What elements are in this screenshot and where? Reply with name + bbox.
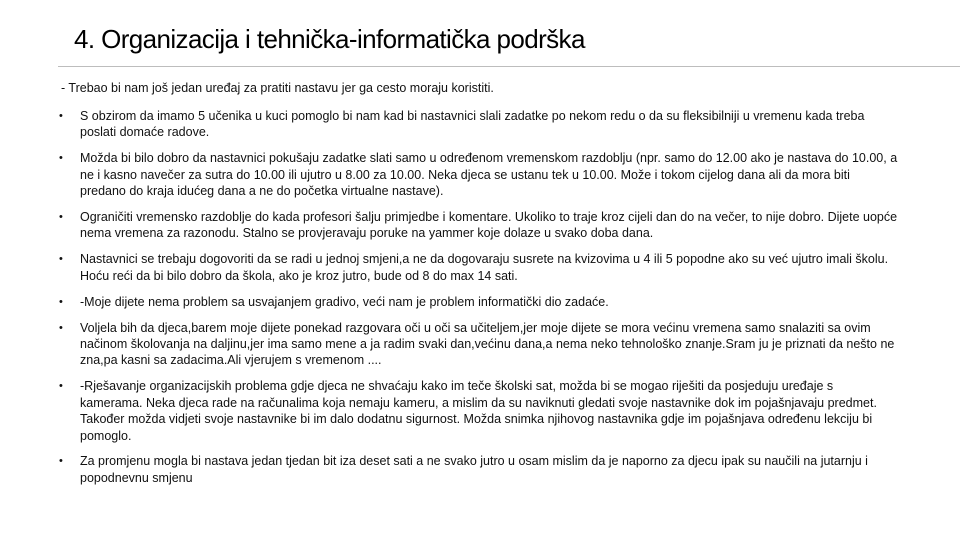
bullet-icon: •	[59, 110, 63, 122]
list-item	[56, 453, 898, 486]
list-item	[56, 320, 898, 369]
list-item	[56, 108, 898, 141]
bullet-text: Za promjenu mogla bi nastava jedan tjedan bit iza deset sati a ne svako jutro u osam mislim da je naporno za djecu ipak su naučili na jutarnju i popodnevnu smjenu	[80, 454, 868, 485]
list-item	[56, 378, 898, 444]
slide-title: 4. Organizacija i tehnička-informatička podrška	[74, 24, 585, 54]
bullet-list	[56, 108, 898, 496]
bullet-text: S obzirom da imamo 5 učenika u kuci pomoglo bi nam kad bi nastavnici slali zadatke po nekom redu o da su fleksibilniji u vremenu kada treba poslati domaće radove.	[80, 109, 865, 140]
list-item	[56, 150, 898, 199]
bullet-icon: •	[59, 253, 63, 266]
bullet-text: Nastavnici se trebaju dogovoriti da se radi u jednoj smjeni,a ne da dogovaraju susrete na kvizovima u 4 ili 5 popodne ako su već ujutro imali školu. Hoću reći da bi bilo dobro da škola, ako je kroz jutro, bude od 8 do max 14 sati.	[80, 252, 889, 283]
bullet-icon: •	[59, 211, 63, 224]
bullet-text: -Moje dijete nema problem sa usvajanjem gradivo, veći nam je problem informatički dio zadaće.	[80, 294, 609, 309]
bullet-text: Možda bi bilo dobro da nastavnici pokušaju zadatke slati samo u određenom vremenskom razdoblju (npr. samo do 12.00 ako je nastava do 10.00, a ne i kasno navečer za sutra do 10.00 ili ujutro u 8.00 za 10.00. Neka djeca se ustanu tek u 10.00. Može i tokom cijelog dana ali da mora biti predano do kraja idućeg dana a ne do početka virtualne nastave).	[80, 151, 898, 199]
list-item	[56, 209, 898, 242]
bullet-icon: •	[59, 295, 63, 308]
list-item	[56, 294, 898, 310]
intro-text: - Trebao bi nam još jedan uređaj za pratiti nastavu jer ga cesto moraju koristiti.	[61, 81, 494, 95]
bullet-text: Ograničiti vremensko razdoblje do kada profesori šalju primjedbe i komentare. Ukoliko to traje kroz cijeli dan do na večer, to nije dobro. Dijete uopće nema vremena za razonodu. Stalno se provjeravaju poruke na yammer koje dolaze u svako doba dana.	[80, 210, 898, 241]
bullet-text: -Rješavanje organizacijskih problema gdje djeca ne shvaćaju kako im teče školski sat, možda bi se mogao riješiti da posjeduju uređaje s kamerama. Neka djeca rade na računalima koja nemaju kameru, a mislim da su naviknuti gledati svoje nastavnike dok im pojašnjavaju predmet. Također možda vidjeti svoje nastavnike bi im dalo dodatnu sigurnost. Možda snimka njihovog nastavnika gdje im pojašnjava određenu lekciju bi pomoglo.	[80, 379, 877, 443]
title-divider	[58, 66, 960, 67]
bullet-text: Voljela bih da djeca,barem moje dijete ponekad razgovara oči u oči sa učiteljem,jer moje dijete se mora većinu vremena samo snalaziti sa ovim načinom školovanja na daljinu,jer ima samo mene a ja radim svaki dan,većinu dana,a nema neko tehnološko znanje.Sram ju je priznati da nešto ne zna,pa kasni sa zadacima.Ali vjerujem s vremenom ....	[80, 320, 895, 368]
bullet-icon: •	[59, 455, 63, 468]
list-item	[56, 251, 898, 284]
bullet-icon: •	[59, 152, 63, 165]
bullet-icon: •	[59, 321, 63, 334]
bullet-icon: •	[59, 380, 63, 393]
